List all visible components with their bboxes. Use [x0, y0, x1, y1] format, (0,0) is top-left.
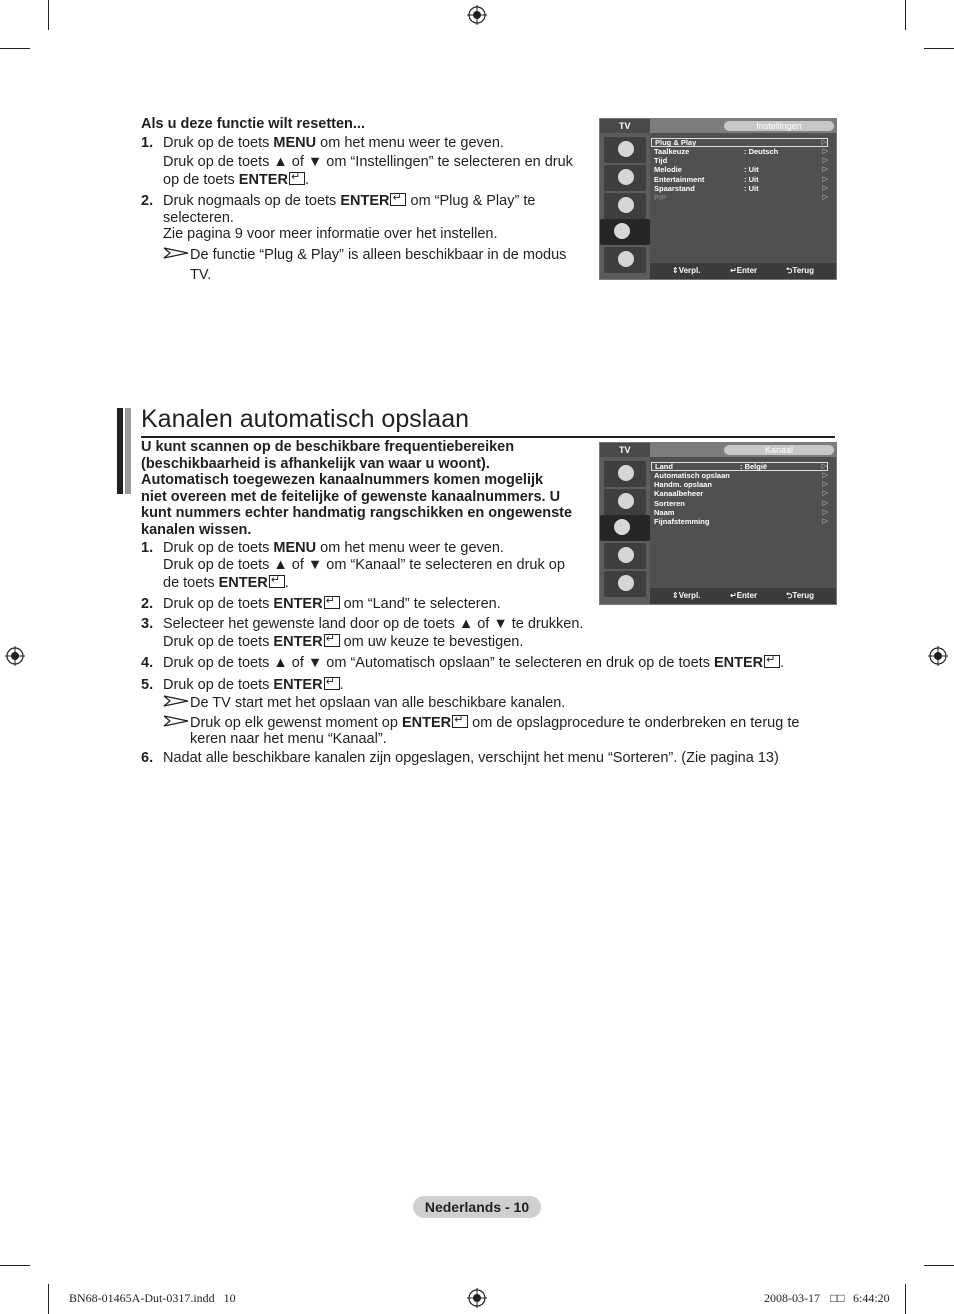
step-number: 3. — [141, 616, 154, 632]
arrow-right-icon: ▷ — [822, 472, 828, 479]
menu-row[interactable] — [654, 175, 828, 184]
intro-line: niet overeen met de feitelijke of gewenste kanaalnummers. U — [141, 488, 561, 505]
slug-file: BN68-01465A-Dut-0317.indd 10 — [69, 1291, 236, 1305]
arrow-right-icon: ▷ — [822, 184, 828, 192]
back-hint: ⮌ Terug — [786, 263, 792, 279]
tv-menu-kanaal — [599, 442, 837, 605]
row-label: Melodie — [654, 165, 682, 175]
slug-date: 2008-03-17 — [764, 1291, 820, 1305]
menu-footer — [650, 263, 836, 279]
picture-icon — [604, 137, 646, 163]
menu-key: MENU — [273, 540, 317, 556]
crop-mark — [0, 1265, 30, 1266]
arrow-right-icon: ▷ — [822, 517, 828, 525]
crop-mark — [48, 0, 49, 30]
step-number: 4. — [141, 655, 154, 671]
enter-label: Enter — [736, 266, 758, 275]
enter-icon — [452, 715, 468, 728]
menu-key: MENU — [273, 135, 317, 151]
enter-icon — [269, 575, 285, 588]
arrow-right-icon: ▷ — [822, 490, 828, 498]
intro-line: (beschikbaarheid is afhankelijk van waar u woont). — [141, 455, 490, 472]
intro-paragraph — [141, 439, 572, 538]
intro-line: kunt nummers echter handmatig rangschikken en ongewenste — [141, 505, 573, 521]
enter-hint: ↵ Enter — [730, 263, 737, 279]
setup-icon — [604, 543, 646, 569]
arrow-right-icon: ▷ — [821, 139, 827, 146]
row-value: : Uit — [744, 165, 759, 175]
note-arrow-icon — [163, 715, 189, 727]
menu-row[interactable] — [654, 165, 828, 174]
step1-line — [163, 575, 289, 592]
menu-row[interactable] — [654, 499, 828, 508]
arrow-right-icon: ▷ — [822, 175, 828, 183]
arrow-right-icon: ▷ — [822, 157, 828, 165]
menu-row[interactable] — [651, 138, 828, 147]
menu-row[interactable] — [654, 480, 828, 489]
menu-rows — [654, 138, 828, 202]
enter-icon — [390, 193, 406, 206]
arrow-right-icon: ▷ — [822, 508, 828, 516]
enter-icon — [324, 677, 340, 690]
menu-header — [650, 443, 836, 457]
text: de toets — [163, 575, 219, 591]
registration-mark-icon — [467, 1288, 487, 1308]
menu-row[interactable] — [651, 462, 828, 471]
enter-key: ENTER — [273, 677, 323, 693]
row-value: : Uit — [744, 174, 759, 184]
enter-icon — [324, 596, 340, 609]
arrow-right-icon: ▷ — [822, 499, 828, 507]
crop-mark — [924, 48, 954, 49]
row-value: : Uit — [744, 183, 759, 193]
step3-line — [163, 634, 523, 651]
arrow-right-icon: ▷ — [822, 148, 828, 155]
step-number: 2. — [141, 193, 154, 209]
menu-row[interactable] — [654, 517, 828, 526]
text: Druk op de toets — [163, 540, 274, 556]
row-label: Taalkeuze — [654, 147, 690, 156]
slug-time: 6:44:20 — [853, 1291, 890, 1305]
registration-mark-icon — [467, 5, 487, 25]
text: Druk op de toets — [163, 634, 274, 650]
reset-step2-line — [163, 193, 535, 210]
text: . — [304, 172, 309, 188]
step6-line: Nadat alle beschikbare kanalen zijn opgeslagen, verschijnt het menu “Sorteren”. (Zie pagina 13) — [163, 750, 779, 766]
menu-row[interactable] — [654, 184, 828, 193]
row-label: Kanaalbeheer — [654, 489, 704, 499]
text: om de opslagprocedure te onderbreken en terug te — [468, 715, 800, 731]
text: Druk op de toets — [163, 677, 274, 693]
text: Druk op de toets — [163, 596, 274, 612]
crop-mark — [0, 48, 30, 49]
channel-icon — [604, 193, 646, 219]
note-text: TV. — [190, 267, 212, 283]
text: om het menu weer te geven. — [316, 540, 504, 556]
menu-title: Kanaal — [724, 445, 834, 455]
menu-row[interactable] — [654, 489, 828, 498]
crop-mark — [905, 1284, 906, 1314]
menu-row[interactable] — [654, 147, 828, 156]
enter-key: ENTER — [340, 193, 390, 209]
text: Druk op de toets ▲ of ▼ om “Automatisch opslaan” te selecteren en druk op de toets — [163, 655, 714, 671]
enter-key: ENTER — [714, 655, 764, 671]
crop-mark — [48, 1284, 49, 1314]
text: Druk op de toets — [163, 135, 274, 151]
step1-line: Druk op de toets ▲ of ▼ om “Kanaal” te selecteren en druk op — [163, 557, 565, 573]
input-icon — [604, 571, 646, 597]
move-hint: ⇕ Verpl. — [672, 588, 679, 604]
sound-icon — [604, 489, 646, 515]
row-label: Entertainment — [654, 174, 705, 184]
enter-hint: ↵ Enter — [730, 588, 737, 604]
step-number: 1. — [141, 540, 154, 556]
step-number: 2. — [141, 596, 154, 612]
enter-key: ENTER — [218, 575, 268, 591]
sound-icon — [604, 165, 646, 191]
menu-footer — [650, 588, 836, 604]
registration-mark-icon — [5, 646, 25, 666]
intro-line: kanalen wissen. — [141, 521, 252, 538]
step4-line — [163, 655, 784, 672]
text: Druk nogmaals op de toets — [163, 193, 341, 209]
row-label: Tijd — [654, 156, 668, 166]
arrow-right-icon: ▷ — [821, 463, 827, 470]
section-bar — [125, 408, 131, 494]
reset-step2-line: selecteren. — [163, 210, 234, 226]
menu-mode-label: TV — [600, 119, 650, 133]
text: om uw keuze te bevestigen. — [339, 634, 524, 650]
text: Druk op elk gewenst moment op — [190, 715, 402, 731]
text: op de toets — [163, 172, 239, 188]
intro-line: Automatisch toegewezen kanaalnummers komen mogelijk — [141, 472, 544, 488]
section-bar — [117, 408, 123, 494]
note-arrow-icon — [163, 247, 189, 259]
step-number: 6. — [141, 750, 154, 766]
enter-key: ENTER — [273, 596, 323, 612]
text: om “Land” te selecteren. — [339, 596, 501, 612]
back-hint: ⮌ Terug — [786, 588, 792, 604]
intro-line: U kunt scannen op de beschikbare frequentiebereiken — [141, 439, 515, 455]
row-label: Spaarstand — [654, 183, 695, 193]
menu-row — [654, 193, 828, 202]
enter-key: ENTER — [273, 634, 323, 650]
reset-heading: Als u deze functie wilt resetten... — [141, 116, 365, 132]
move-label: Verpl. — [678, 591, 701, 600]
registration-mark-icon — [928, 646, 948, 666]
row-value: : België — [740, 462, 768, 471]
setup-icon — [600, 219, 650, 245]
crop-mark — [924, 1265, 954, 1266]
move-label: Verpl. — [678, 266, 701, 275]
picture-icon — [604, 461, 646, 487]
row-label: Handm. opslaan — [654, 480, 712, 490]
back-label: Terug — [792, 591, 815, 600]
menu-title: Instellingen — [724, 121, 834, 131]
text: . — [339, 677, 344, 693]
menu-row[interactable] — [654, 471, 828, 480]
step3-line: Selecteer het gewenste land door op de toets ▲ of ▼ te drukken. — [163, 616, 584, 632]
note-text — [190, 715, 799, 732]
crop-mark — [905, 0, 906, 30]
title-rule — [141, 436, 835, 438]
menu-header — [650, 119, 836, 133]
enter-icon — [764, 655, 780, 668]
text: om het menu weer te geven. — [316, 135, 504, 151]
tv-menu-instellingen — [599, 118, 837, 280]
row-label: Plug & Play — [655, 138, 697, 147]
step5-line — [163, 677, 344, 694]
reset-step2-line: Zie pagina 9 voor meer informatie over het instellen. — [163, 226, 498, 242]
reset-step1-line — [163, 135, 504, 152]
reset-step1-line: Druk op de toets ▲ of ▼ om “Instellingen” te selecteren en druk — [163, 154, 573, 170]
row-label: Automatisch opslaan — [654, 471, 730, 480]
step-number: 5. — [141, 677, 154, 693]
text: . — [780, 655, 785, 671]
step1-line — [163, 540, 504, 557]
reset-step1-line — [163, 172, 309, 189]
page-label: Nederlands - 10 — [413, 1196, 541, 1218]
row-label: Fijnafstemming — [654, 516, 710, 526]
enter-key: ENTER — [401, 715, 452, 731]
row-value: : Deutsch — [744, 147, 779, 156]
text: om “Plug & Play” te — [406, 193, 536, 209]
row-label: Naam — [654, 507, 675, 517]
back-label: Terug — [792, 266, 815, 275]
enter-label: Enter — [736, 591, 758, 600]
channel-icon — [600, 515, 650, 541]
step-number: 1. — [141, 135, 154, 151]
row-label: Land — [655, 462, 673, 471]
section-title: Kanalen automatisch opslaan — [141, 405, 470, 433]
note-text: De functie “Plug & Play” is alleen beschikbaar in de modus — [190, 247, 567, 263]
row-label: PIP — [654, 192, 667, 202]
note-arrow-icon — [163, 695, 189, 707]
menu-rows — [654, 462, 828, 526]
row-label: Sorteren — [654, 498, 685, 508]
step2-line — [163, 596, 501, 613]
enter-icon — [289, 172, 305, 185]
arrow-right-icon: ▷ — [822, 193, 828, 201]
note-text: De TV start met het opslaan van alle beschikbare kanalen. — [190, 695, 566, 711]
enter-icon — [324, 634, 340, 647]
arrow-right-icon: ▷ — [822, 481, 828, 489]
text: . — [284, 575, 289, 591]
move-hint: ⇕ Verpl. — [672, 263, 679, 279]
arrow-right-icon: ▷ — [822, 166, 828, 174]
input-icon — [604, 247, 646, 273]
menu-row[interactable] — [654, 508, 828, 517]
menu-row[interactable] — [654, 156, 828, 165]
slug-boxes: □□ — [830, 1291, 845, 1305]
enter-key: ENTER — [238, 172, 288, 188]
note-text: keren naar het menu “Kanaal”. — [190, 731, 387, 747]
menu-mode-label: TV — [600, 443, 650, 457]
